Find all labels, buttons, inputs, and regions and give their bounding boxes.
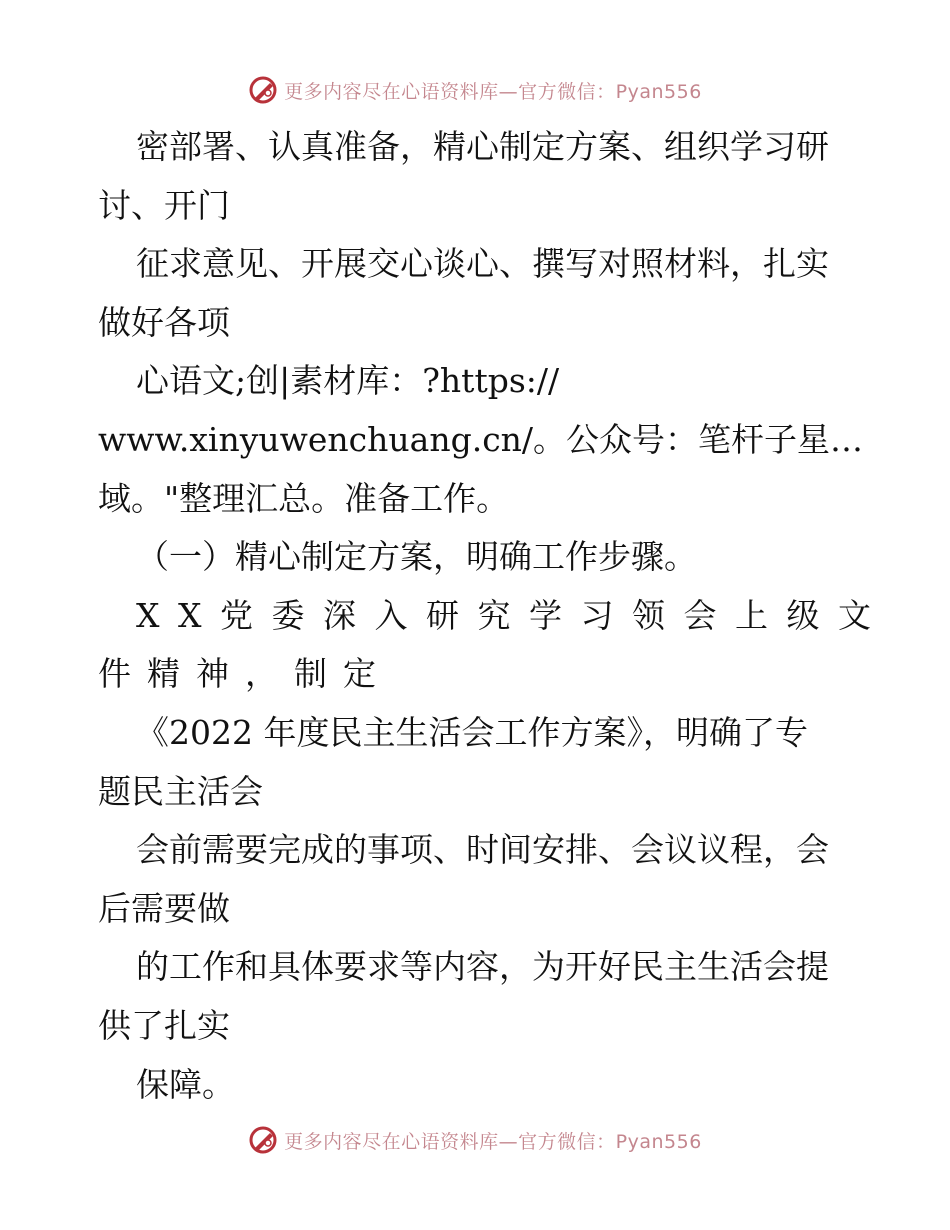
quill-pen-logo-icon bbox=[248, 75, 278, 105]
body-line: XX党委深入研究学习领会上级文 bbox=[136, 595, 890, 635]
footer-banner-text: 更多内容尽在心语资料库—官方微信：Pyan556 bbox=[284, 1130, 702, 1153]
body-line: 域。"整理汇总。准备工作。 bbox=[98, 478, 510, 518]
body-line: 保障。 bbox=[136, 1064, 235, 1104]
body-line: 心语文;创|素材库：?https:// bbox=[136, 361, 560, 401]
body-line: 供了扎实 bbox=[98, 1005, 230, 1045]
quill-pen-logo-icon bbox=[248, 1125, 278, 1155]
body-line: 讨、开门 bbox=[98, 185, 230, 225]
body-line: 做好各项 bbox=[98, 302, 230, 342]
section-heading: （一）精心制定方案，明确工作步骤。 bbox=[136, 537, 697, 577]
body-line: 题民主活会 bbox=[98, 771, 263, 811]
body-line-url: www.xinyuwenchuang.cn/。公众号：笔杆子星… bbox=[98, 419, 864, 459]
footer-banner bbox=[0, 1120, 950, 1160]
body-line: 的工作和具体要求等内容，为开好民主生活会提 bbox=[136, 947, 829, 987]
body-line: 征求意见、开展交心谈心、撰写对照材料，扎实 bbox=[136, 244, 829, 284]
body-line: 会前需要完成的事项、时间安排、会议议程，会 bbox=[136, 830, 829, 870]
document-body bbox=[98, 118, 890, 1114]
body-line: 后需要做 bbox=[98, 888, 230, 928]
body-line: 《2022 年度民主生活会工作方案》，明确了专 bbox=[136, 712, 808, 752]
header-banner bbox=[0, 70, 950, 110]
body-line: 件精神，制定 bbox=[98, 654, 392, 694]
header-banner-text: 更多内容尽在心语资料库—官方微信：Pyan556 bbox=[284, 80, 702, 103]
body-line: 密部署、认真准备，精心制定方案、组织学习研 bbox=[136, 127, 829, 166]
